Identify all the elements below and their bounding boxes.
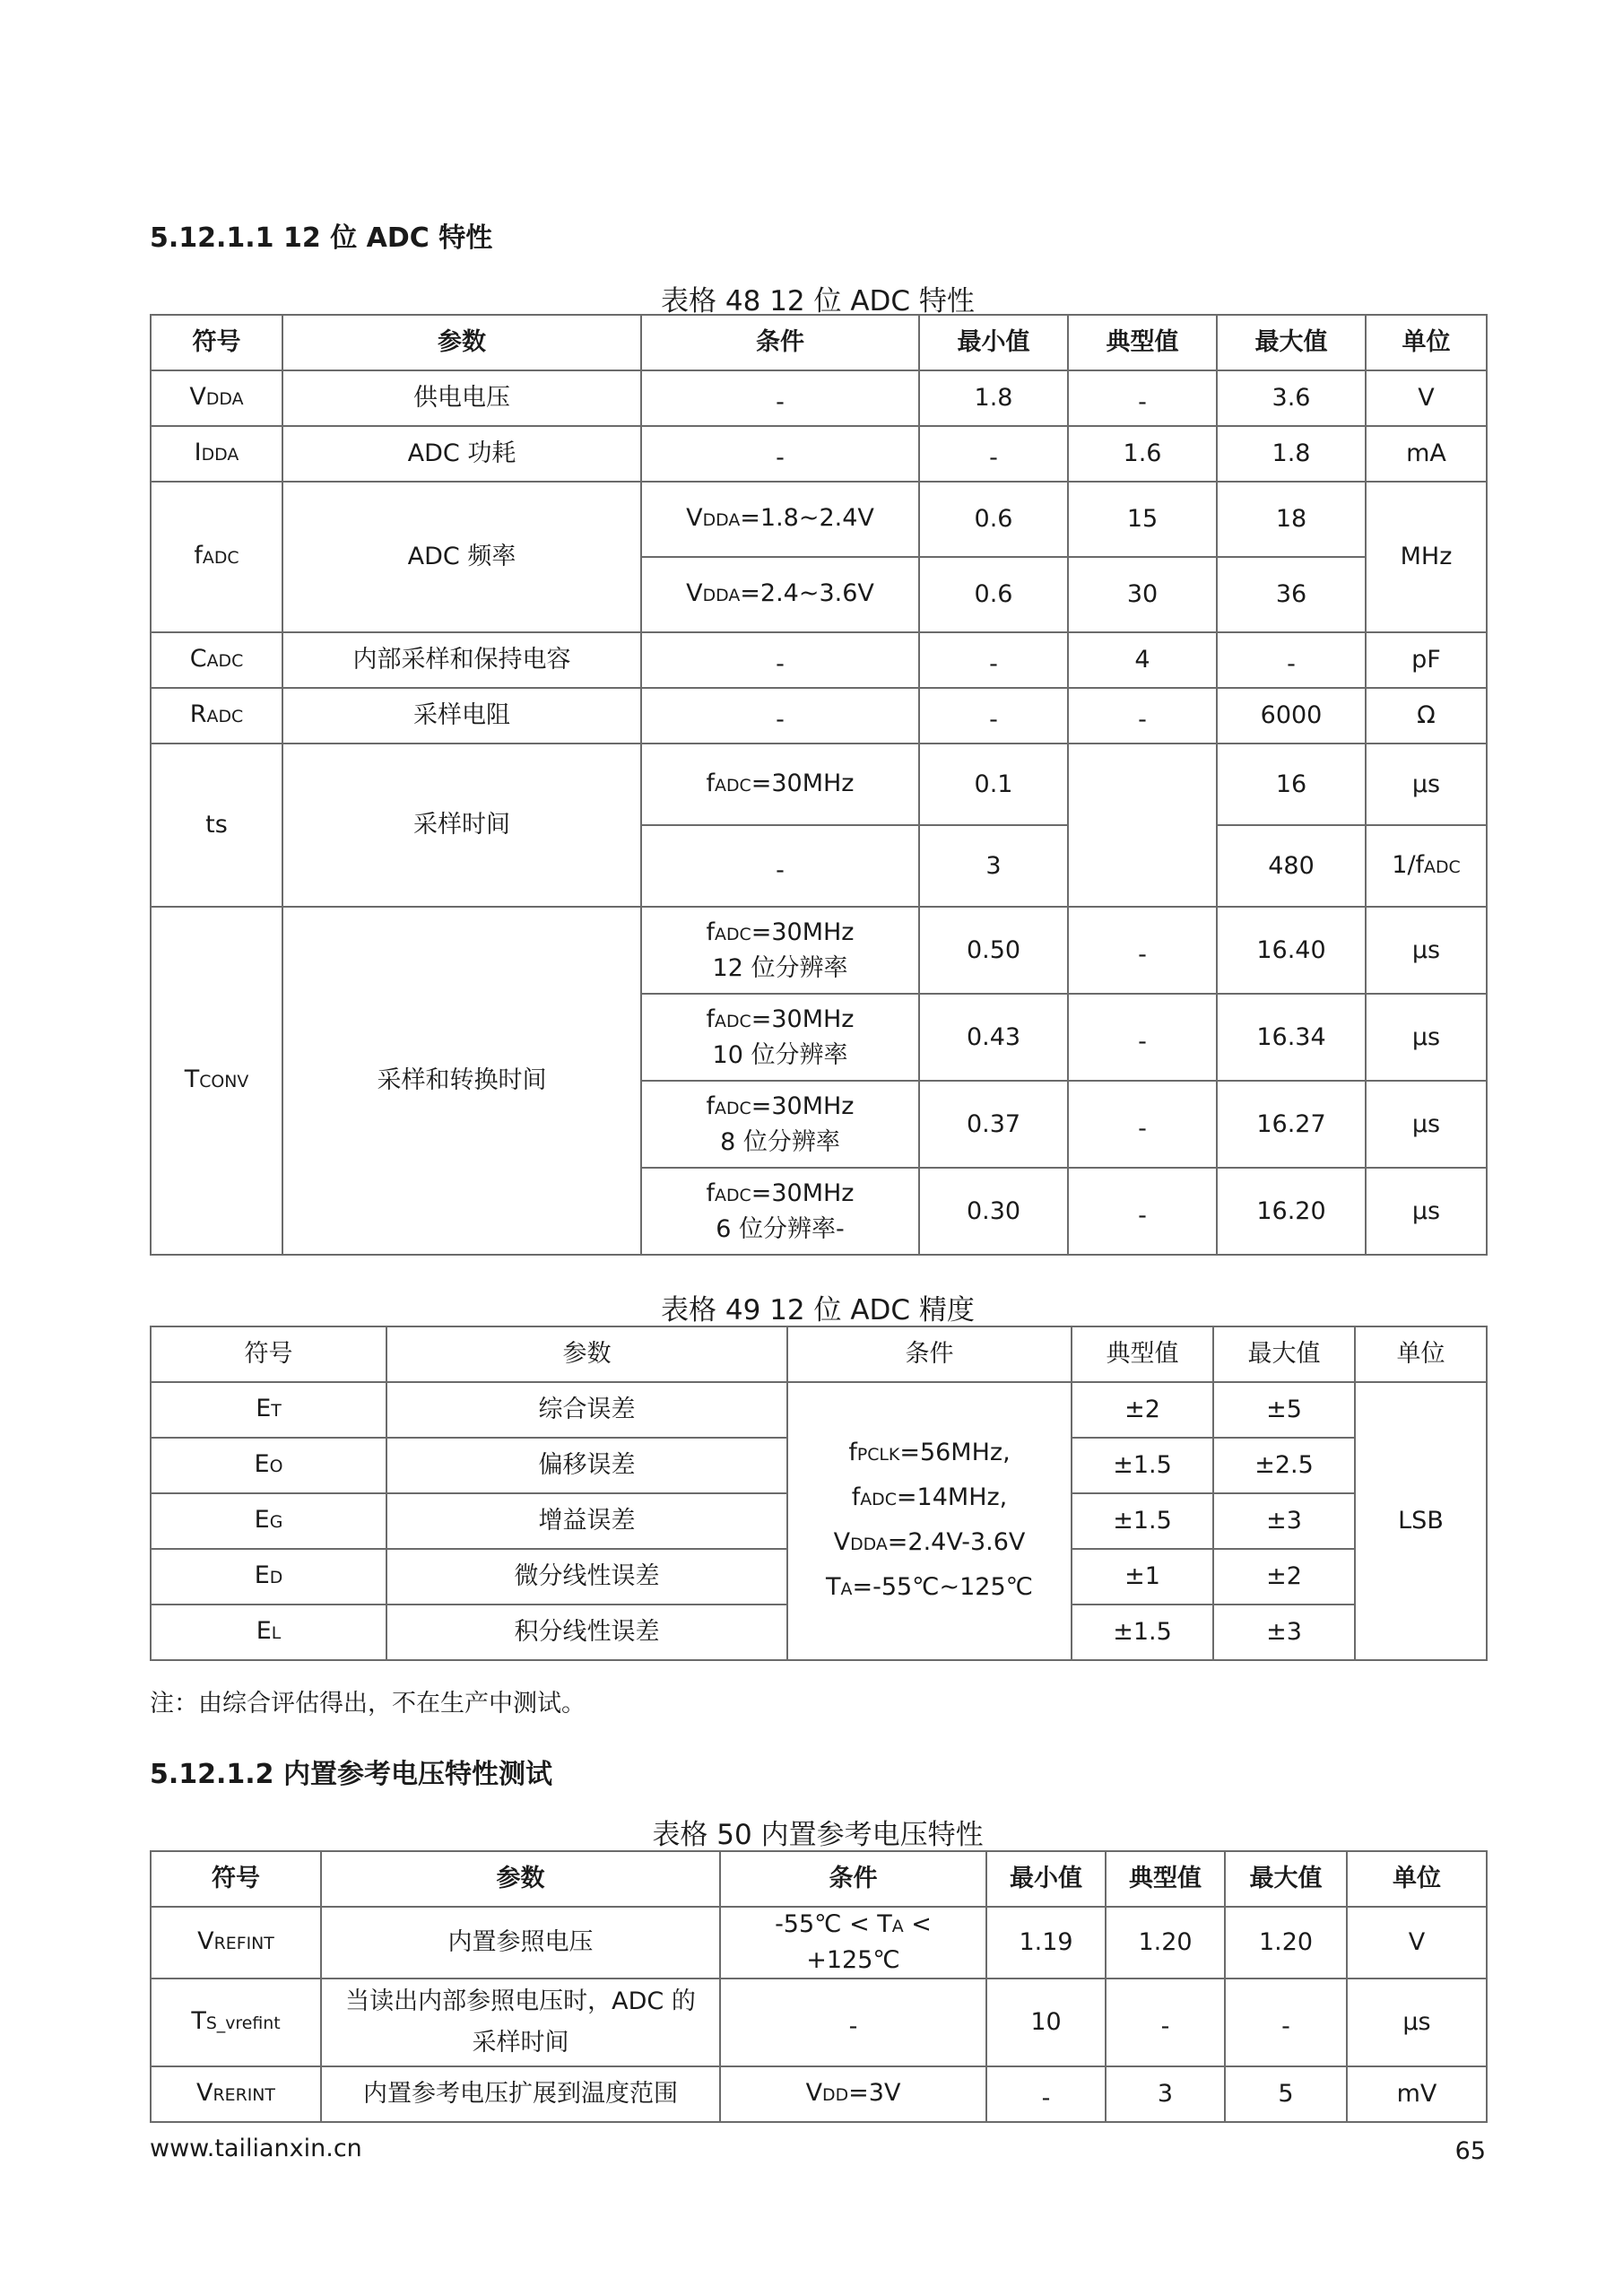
max-cell: 5 <box>1225 2066 1347 2122</box>
table50-header: 参数 <box>321 1851 720 1907</box>
symbol-cell: ET <box>151 1382 386 1438</box>
table-row <box>151 1979 1487 2066</box>
unit-cell: V <box>1366 370 1487 426</box>
max-cell: 3.6 <box>1217 370 1366 426</box>
table49 <box>150 1326 1488 1661</box>
max-cell: 36 <box>1217 557 1366 632</box>
cond-cell: fADC=30MHz 8 位分辨率 <box>641 1081 919 1168</box>
cond-cell: VDD=3V <box>720 2066 986 2122</box>
param-cell: 采样电阻 <box>282 688 641 744</box>
table48 <box>150 314 1488 1256</box>
param-cell: 微分线性误差 <box>386 1549 787 1605</box>
table-row <box>151 744 1487 825</box>
table-row <box>151 632 1487 688</box>
table50-header: 最小值 <box>986 1851 1106 1907</box>
table50-header: 最大值 <box>1225 1851 1347 1907</box>
conditions-cell: fPCLK=56MHz, fADC=14MHz, VDDA=2.4V-3.6V TA=-55℃~125℃ <box>787 1382 1072 1660</box>
table-row <box>151 426 1487 482</box>
table-row <box>151 907 1487 994</box>
max-cell: 16 <box>1217 744 1366 825</box>
table50-header: 典型值 <box>1106 1851 1225 1907</box>
typ-cell: - <box>1068 907 1217 994</box>
min-cell: 10 <box>986 1979 1106 2066</box>
param-cell: 偏移误差 <box>386 1438 787 1493</box>
symbol-cell: EL <box>151 1605 386 1660</box>
table49-header-row <box>151 1326 1487 1382</box>
cond-cell: - <box>641 632 919 688</box>
typ-cell: ±2 <box>1072 1382 1213 1438</box>
max-cell: - <box>1225 1979 1347 2066</box>
max-cell: 16.34 <box>1217 994 1366 1081</box>
max-cell: 480 <box>1217 825 1366 907</box>
max-cell: 16.27 <box>1217 1081 1366 1168</box>
unit-cell: μs <box>1366 994 1487 1081</box>
symbol-cell: VDDA <box>151 370 282 426</box>
unit-cell: μs <box>1366 907 1487 994</box>
min-cell: 1.8 <box>919 370 1068 426</box>
min-cell: 0.6 <box>919 557 1068 632</box>
unit-cell: mV <box>1347 2066 1487 2122</box>
param-cell: 采样时间 <box>282 744 641 907</box>
table48-header: 符号 <box>151 315 282 370</box>
table48-header: 条件 <box>641 315 919 370</box>
param-cell: 内部采样和保持电容 <box>282 632 641 688</box>
table48-header: 单位 <box>1366 315 1487 370</box>
min-cell: 0.37 <box>919 1081 1068 1168</box>
cond-cell: - <box>641 426 919 482</box>
unit-cell: μs <box>1366 1168 1487 1255</box>
param-cell: 综合误差 <box>386 1382 787 1438</box>
max-cell: 16.40 <box>1217 907 1366 994</box>
unit-cell: LSB <box>1355 1382 1487 1660</box>
typ-cell: - <box>1068 370 1217 426</box>
table50-header: 符号 <box>151 1851 321 1907</box>
min-cell: - <box>986 2066 1106 2122</box>
typ-cell: - <box>1106 1979 1225 2066</box>
unit-cell: μs <box>1366 1081 1487 1168</box>
max-cell: ±2 <box>1213 1549 1355 1605</box>
table50-caption: 表格 50 内置参考电压特性 <box>652 1819 984 1851</box>
typ-cell: 15 <box>1068 482 1217 557</box>
symbol-cell: VREFINT <box>151 1907 321 1979</box>
typ-cell: - <box>1068 1168 1217 1255</box>
max-cell: 6000 <box>1217 688 1366 744</box>
table50-header-row <box>151 1851 1487 1907</box>
symbol-cell: ED <box>151 1549 386 1605</box>
table48-header: 最大值 <box>1217 315 1366 370</box>
typ-cell: 1.6 <box>1068 426 1217 482</box>
typ-cell: 30 <box>1068 557 1217 632</box>
symbol-cell: TCONV <box>151 907 282 1255</box>
typ-cell: - <box>1068 994 1217 1081</box>
cond-cell: VDDA=1.8~2.4V <box>641 482 919 557</box>
section-heading-5-12-1-1: 5.12.1.1 12 位 ADC 特性 <box>150 222 493 254</box>
max-cell: 1.20 <box>1225 1907 1347 1979</box>
page-number: 65 <box>1454 2137 1486 2165</box>
min-cell: 0.30 <box>919 1168 1068 1255</box>
cond-cell: fADC=30MHz 6 位分辨率- <box>641 1168 919 1255</box>
table49-header: 最大值 <box>1213 1326 1355 1382</box>
unit-cell: MHz <box>1366 482 1487 632</box>
table-row <box>151 1907 1487 1979</box>
symbol-cell: CADC <box>151 632 282 688</box>
param-cell: 积分线性误差 <box>386 1605 787 1660</box>
typ-cell: 4 <box>1068 632 1217 688</box>
max-cell: 16.20 <box>1217 1168 1366 1255</box>
typ-cell: ±1 <box>1072 1549 1213 1605</box>
typ-cell: ±1.5 <box>1072 1438 1213 1493</box>
param-cell: 采样和转换时间 <box>282 907 641 1255</box>
table50-header: 条件 <box>720 1851 986 1907</box>
cond-cell: VDDA=2.4~3.6V <box>641 557 919 632</box>
min-cell: 0.43 <box>919 994 1068 1081</box>
min-cell: 0.1 <box>919 744 1068 825</box>
max-cell: ±3 <box>1213 1605 1355 1660</box>
footer-url[interactable]: www.tailianxin.cn <box>150 2135 362 2162</box>
typ-cell: ±1.5 <box>1072 1493 1213 1549</box>
symbol-cell: ts <box>151 744 282 907</box>
table49-header: 条件 <box>787 1326 1072 1382</box>
unit-cell: pF <box>1366 632 1487 688</box>
table49-header: 单位 <box>1355 1326 1487 1382</box>
table-note: 注：由综合评估得出，不在生产中测试。 <box>150 1690 586 1718</box>
cond-cell: -55℃ < TA < +125℃ <box>720 1907 986 1979</box>
min-cell: - <box>919 632 1068 688</box>
param-cell: 内置参考电压扩展到温度范围 <box>321 2066 720 2122</box>
table48-caption: 表格 48 12 位 ADC 特性 <box>661 285 975 317</box>
unit-cell: V <box>1347 1907 1487 1979</box>
table-row <box>151 1382 1487 1438</box>
param-cell: 增益误差 <box>386 1493 787 1549</box>
typ-cell: - <box>1068 1081 1217 1168</box>
table48-header: 典型值 <box>1068 315 1217 370</box>
max-cell: 18 <box>1217 482 1366 557</box>
symbol-cell: IDDA <box>151 426 282 482</box>
cond-cell: - <box>720 1979 986 2066</box>
symbol-cell: TS_vrefint <box>151 1979 321 2066</box>
unit-cell: 1/fADC <box>1366 825 1487 907</box>
min-cell: 0.50 <box>919 907 1068 994</box>
param-cell: ADC 功耗 <box>282 426 641 482</box>
param-cell: 当读出内部参照电压时，ADC 的 采样时间 <box>321 1979 720 2066</box>
table48-header: 参数 <box>282 315 641 370</box>
typ-cell: 3 <box>1106 2066 1225 2122</box>
min-cell: - <box>919 426 1068 482</box>
symbol-cell: EO <box>151 1438 386 1493</box>
table-row <box>151 482 1487 557</box>
symbol-cell: RADC <box>151 688 282 744</box>
max-cell: ±2.5 <box>1213 1438 1355 1493</box>
table49-header: 参数 <box>386 1326 787 1382</box>
table-row <box>151 2066 1487 2122</box>
cond-cell: - <box>641 825 919 907</box>
param-cell: 内置参照电压 <box>321 1907 720 1979</box>
table50 <box>150 1850 1488 2123</box>
unit-cell: μs <box>1366 744 1487 825</box>
typ-cell <box>1068 744 1217 907</box>
unit-cell: μs <box>1347 1979 1487 2066</box>
min-cell: 3 <box>919 825 1068 907</box>
min-cell: 1.19 <box>986 1907 1106 1979</box>
symbol-cell: fADC <box>151 482 282 632</box>
cond-cell: fADC=30MHz 12 位分辨率 <box>641 907 919 994</box>
max-cell: 1.8 <box>1217 426 1366 482</box>
cond-cell: - <box>641 688 919 744</box>
table50-header: 单位 <box>1347 1851 1487 1907</box>
min-cell: - <box>919 688 1068 744</box>
symbol-cell: EG <box>151 1493 386 1549</box>
table-row <box>151 370 1487 426</box>
unit-cell: Ω <box>1366 688 1487 744</box>
cond-cell: - <box>641 370 919 426</box>
param-cell: ADC 频率 <box>282 482 641 632</box>
symbol-cell: VRERINT <box>151 2066 321 2122</box>
table49-header: 符号 <box>151 1326 386 1382</box>
table48-header-row <box>151 315 1487 370</box>
cond-cell: fADC=30MHz 10 位分辨率 <box>641 994 919 1081</box>
table48-header: 最小值 <box>919 315 1068 370</box>
min-cell: 0.6 <box>919 482 1068 557</box>
table-row <box>151 688 1487 744</box>
typ-cell: ±1.5 <box>1072 1605 1213 1660</box>
max-cell: ±3 <box>1213 1493 1355 1549</box>
max-cell: ±5 <box>1213 1382 1355 1438</box>
param-cell: 供电电压 <box>282 370 641 426</box>
cond-cell: fADC=30MHz <box>641 744 919 825</box>
max-cell: - <box>1217 632 1366 688</box>
table49-header: 典型值 <box>1072 1326 1213 1382</box>
typ-cell: 1.20 <box>1106 1907 1225 1979</box>
table49-caption: 表格 49 12 位 ADC 精度 <box>661 1294 975 1326</box>
section-heading-5-12-1-2: 5.12.1.2 内置参考电压特性测试 <box>150 1759 553 1790</box>
typ-cell: - <box>1068 688 1217 744</box>
unit-cell: mA <box>1366 426 1487 482</box>
